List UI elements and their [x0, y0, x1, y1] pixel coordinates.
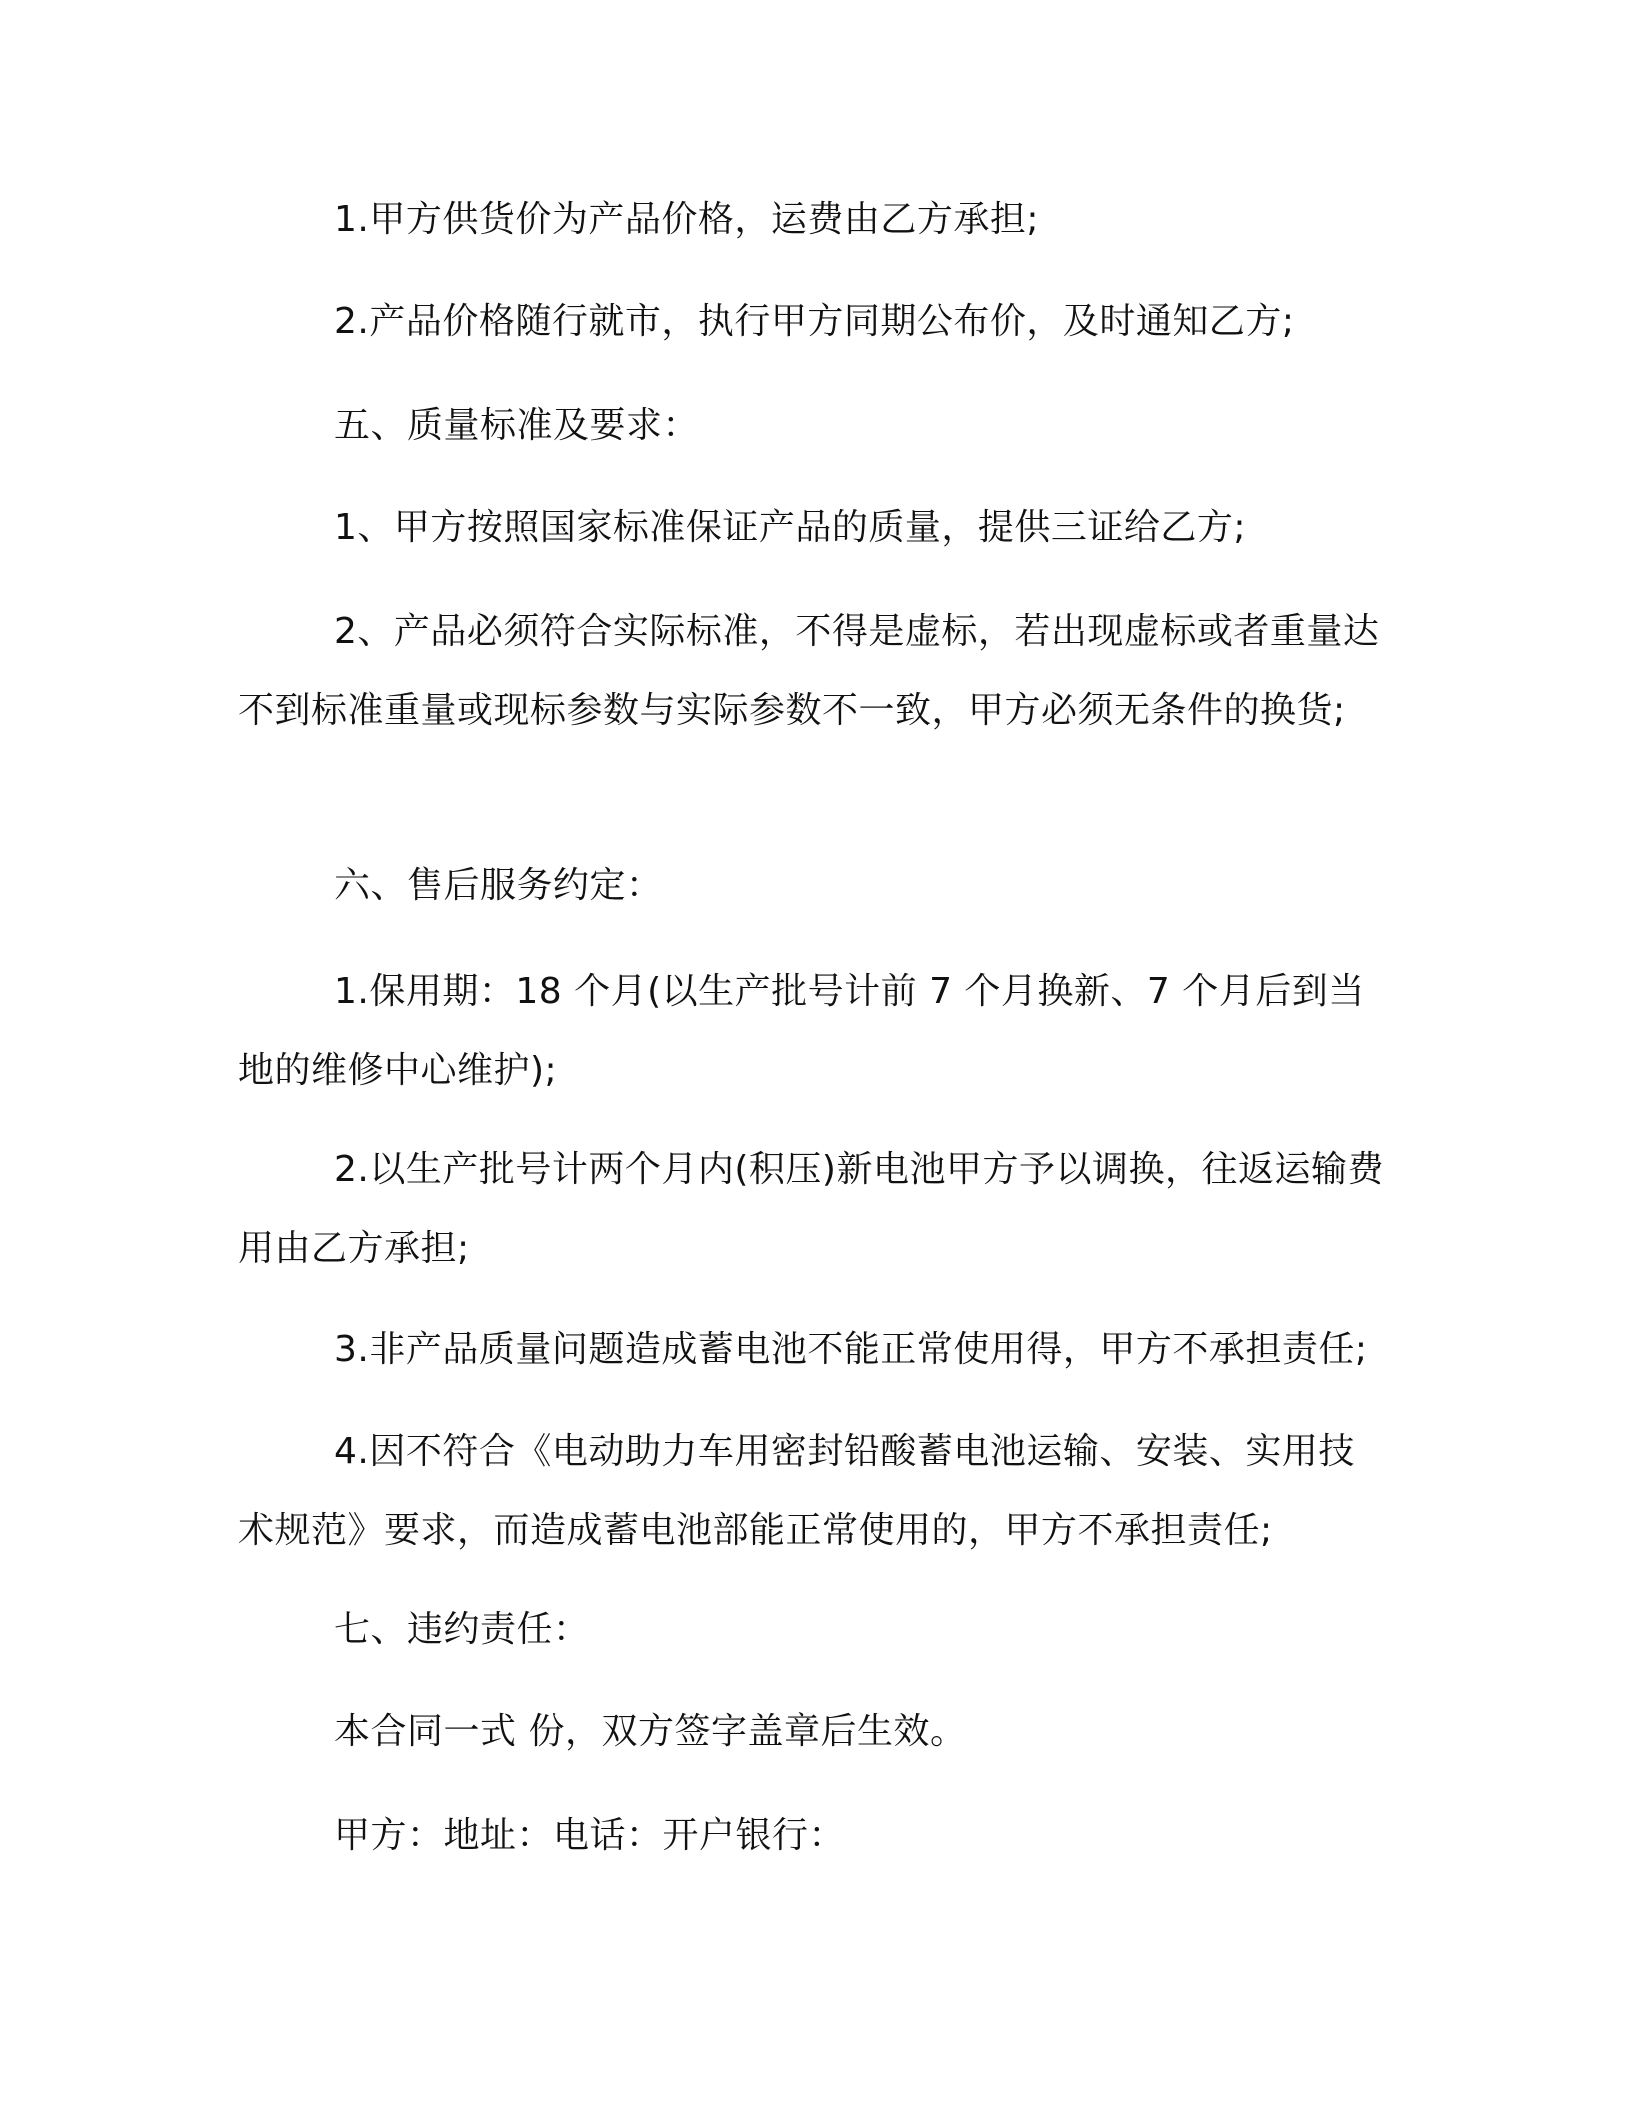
clause-exchange: 2.以生产批号计两个月内(积压)新电池甲方予以调换，往返运输费用由乙方承担; — [238, 1149, 1384, 1269]
party-a-info: 甲方：地址：电话：开户银行： — [334, 1815, 846, 1856]
section-heading-quality: 五、质量标准及要求： — [334, 405, 700, 446]
clause-non-quality: 3.非产品质量问题造成蓄电池不能正常使用得，甲方不承担责任; — [334, 1329, 1368, 1370]
clause-copies: 本合同一式 份，双方签字盖章后生效。 — [334, 1711, 967, 1752]
clause-quality-standard: 1、甲方按照国家标准保证产品的质量，提供三证给乙方; — [334, 507, 1247, 548]
clause-price-market: 2.产品价格随行就市，执行甲方同期公布价，及时通知乙方; — [334, 301, 1295, 342]
clause-warranty-period: 1.保用期：18 个月(以生产批号计前 7 个月换新、7 个月后到当地的维修中心维护); — [238, 971, 1365, 1091]
clause-spec-noncompliance: 4.因不符合《电动助力车用密封铅酸蓄电池运输、安装、实用技术规范》要求，而造成蓄电池部能正常使用的，甲方不承担责任; — [238, 1431, 1355, 1551]
section-heading-after-sales: 六、售后服务约定： — [334, 865, 663, 906]
clause-quality-actual: 2、产品必须符合实际标准，不得是虚标，若出现虚标或者重量达不到标准重量或现标参数与实际参数不一致，甲方必须无条件的换货; — [238, 611, 1380, 731]
section-heading-liability: 七、违约责任： — [334, 1609, 590, 1650]
clause-price-supply: 1.甲方供货价为产品价格，运费由乙方承担; — [334, 199, 1039, 240]
